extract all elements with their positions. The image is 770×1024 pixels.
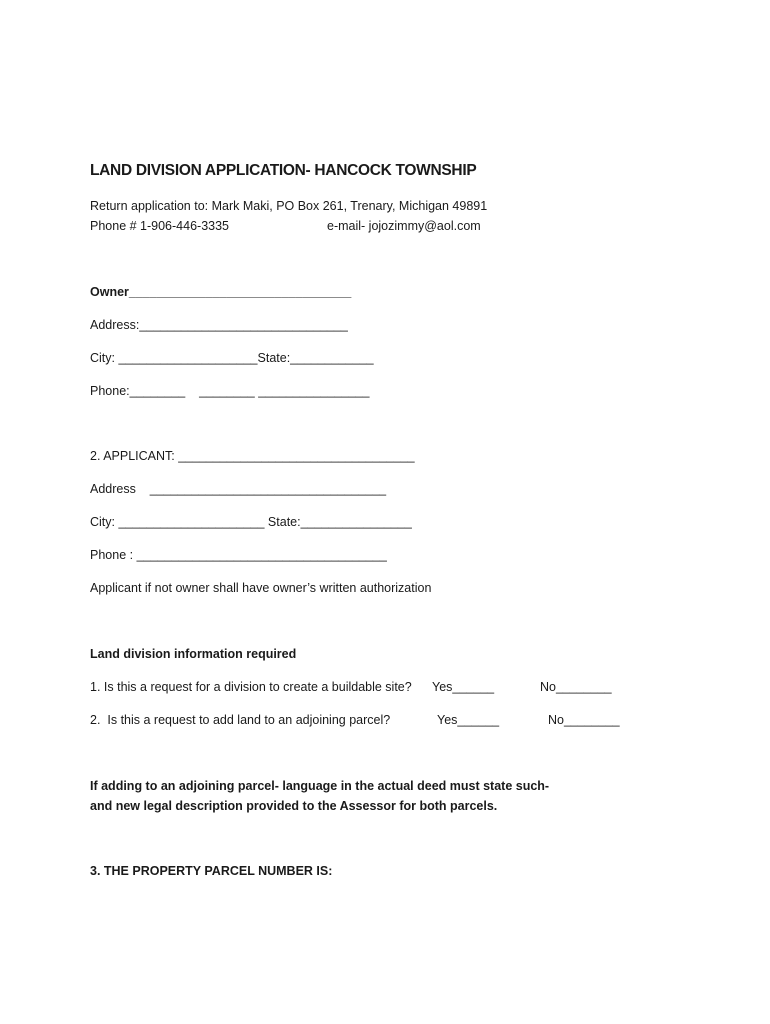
parcel-number-heading: 3. THE PROPERTY PARCEL NUMBER IS: (90, 864, 333, 878)
owner-address-field[interactable]: Address:______________________________ (90, 318, 348, 332)
land-info-heading: Land division information required (90, 647, 297, 661)
page-title: LAND DIVISION APPLICATION- HANCOCK TOWNSHIP (90, 162, 477, 179)
applicant-field[interactable]: 2. APPLICANT: __________________________________ (90, 449, 415, 463)
question-2-text: 2. Is this a request to add land to an adjoining parcel? (90, 713, 391, 727)
question-2-yes-field[interactable]: Yes______ (437, 713, 500, 727)
applicant-city-state-field[interactable]: City: _____________________ State:________________ (90, 515, 412, 529)
authorization-note: Applicant if not owner shall have owner’s written authorization (90, 581, 432, 595)
adjoining-note-line-2: and new legal description provided to the Assessor for both parcels. (90, 799, 498, 813)
email-contact-line: e-mail- jojozimmy@aol.com (327, 219, 481, 233)
question-1-no-field[interactable]: No________ (540, 680, 612, 694)
owner-field[interactable]: Owner________________________________ (90, 285, 352, 299)
adjoining-note-line-1: If adding to an adjoining parcel- language in the actual deed must state such- (90, 779, 550, 793)
applicant-phone-field[interactable]: Phone : ____________________________________ (90, 548, 387, 562)
question-2-no-field[interactable]: No________ (548, 713, 620, 727)
return-address-line: Return application to: Mark Maki, PO Box 261, Trenary, Michigan 49891 (90, 199, 488, 213)
applicant-address-field[interactable]: Address __________________________________ (90, 482, 387, 496)
owner-phone-field[interactable]: Phone:________ ________ ________________ (90, 384, 370, 398)
question-1-text: 1. Is this a request for a division to create a buildable site? (90, 680, 412, 694)
phone-contact-line: Phone # 1-906-446-3335 (90, 219, 230, 233)
owner-city-state-field[interactable]: City: ____________________State:____________ (90, 351, 374, 365)
question-1-yes-field[interactable]: Yes______ (432, 680, 495, 694)
